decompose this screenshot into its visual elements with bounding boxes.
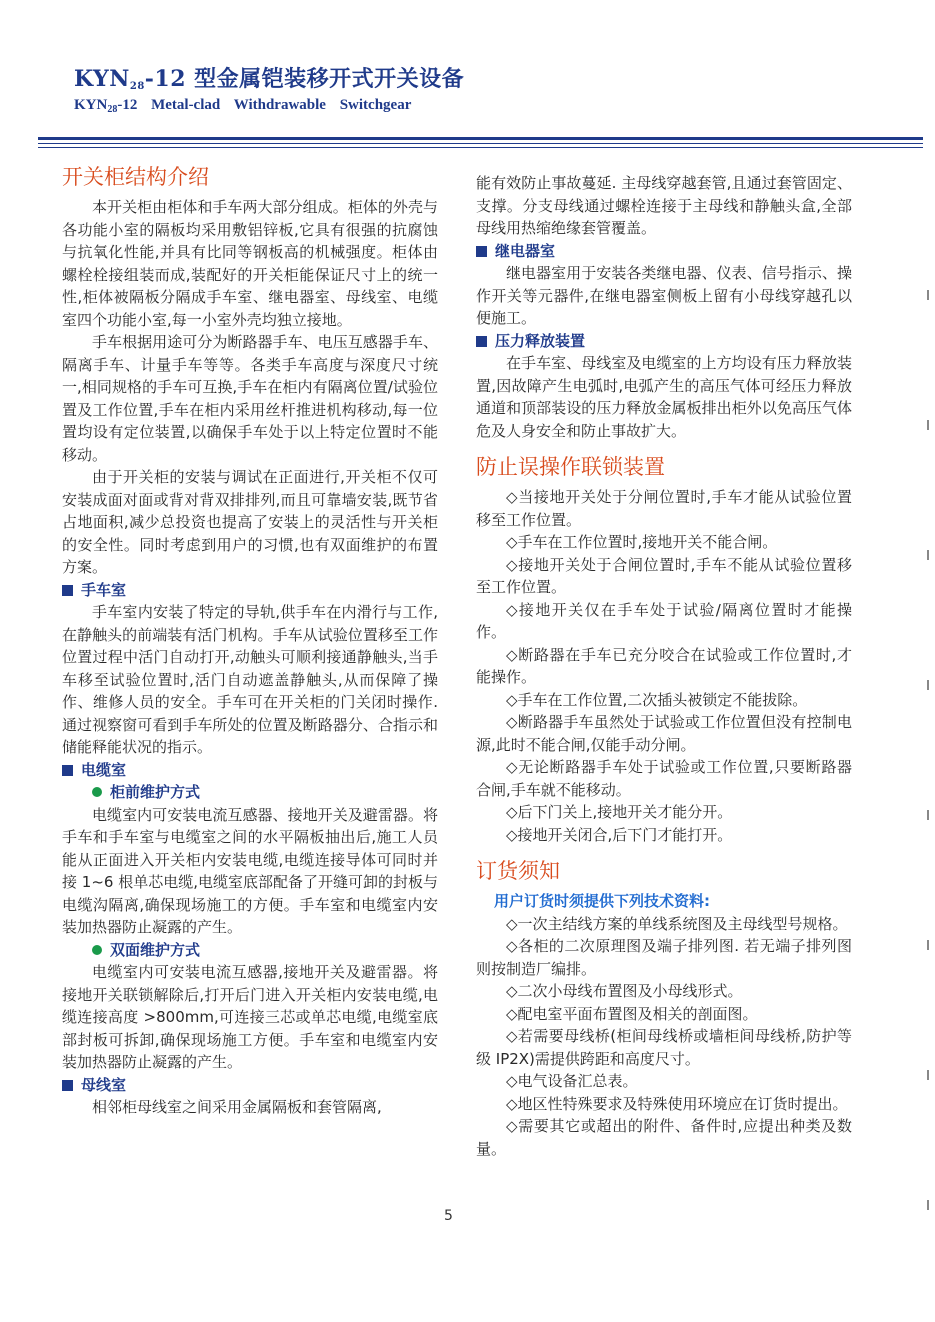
title-english: $KYN_{28}-12$ Metal-clad Withdrawable Switchgear [74, 97, 412, 115]
square-bullet-icon [476, 336, 487, 347]
interlock-item: ◇接地开关闭合,后下门才能打开。 [506, 825, 733, 844]
interlock-item: ◇接地开关处于合闸位置时,手车不能从试验位置移至工作位置。 [476, 555, 852, 596]
section-title-structure: 开关柜结构介绍 [62, 165, 209, 189]
interlock-item: ◇无论断路器手车处于试验或工作位置,只要断路器合闸,手车就不能移动。 [476, 758, 852, 799]
subhead-relay-room: 继电器室 [476, 240, 852, 263]
paragraph: 由于开关柜的安装与调试在正面进行,开关柜不仅可安装成面对面或背对背双排排列,而且可靠墙安装,既节省占地面积,减少总投资也提高了安装上的灵活性与开关柜的安全性。同时考虑到用户的习惯,也有双面维护的布置方案。 [62, 468, 438, 576]
header-rule-thick [38, 137, 923, 140]
order-item: ◇配电室平面布置图及相关的剖面图。 [506, 1004, 758, 1023]
right-column [476, 172, 852, 1160]
order-item: ◇各柜的二次原理图及端子排列图. 若无端子排列图则按制造厂编排。 [476, 937, 852, 978]
ordering-intro: 用户订货时须提供下列技术资料: [494, 892, 711, 910]
paragraph: 手车根据用途可分为断路器手车、电压互感器手车、隔离手车、计量手车等等。各类手车高度与深度尺寸统一,相同规格的手车可互换,手车在柜内有隔离位置/试验位置及工作位置,手车在柜内采用丝杆推进机构移动,每一位置均设有定位装置,以确保手车处于以上特定位置时不能移动。 [62, 333, 438, 464]
paragraph: 相邻柜母线室之间采用金属隔板和套管隔离, [92, 1098, 382, 1116]
paragraph: 能有效防止事故蔓延. 主母线穿越套管,且通过套管固定、支撑。分支母线通过螺栓连接于主母线和静触头盒,全部母线用热缩绝缘套管覆盖。 [476, 174, 852, 237]
page-header [74, 62, 464, 115]
square-bullet-icon [62, 765, 73, 776]
interlock-item: ◇断路器手车虽然处于试验或工作位置但没有控制电源,此时不能合闸,仅能手动分闸。 [476, 713, 852, 754]
subhead-front-maintenance: 柜前维护方式 [62, 781, 438, 804]
order-item: ◇一次主结线方案的单线系统图及主母线型号规格。 [506, 914, 848, 933]
paragraph: 在手车室、母线室及电缆室的上方均设有压力释放装置,因故障产生电弧时,电弧产生的高压气体可经压力释放通道和顶部装设的压力释放金属板排出柜外以免高压气体危及人身安全和防止事故扩大。 [476, 354, 852, 440]
header-rule-thin-2 [38, 147, 923, 148]
order-item: ◇地区性特殊要求及特殊使用环境应在订货时提出。 [506, 1094, 848, 1113]
binding-marks [923, 100, 929, 1280]
subhead-busbar-room: 母线室 [62, 1074, 438, 1097]
subhead-double-maintenance: 双面维护方式 [62, 939, 438, 962]
order-item: ◇二次小母线布置图及小母线形式。 [506, 982, 743, 1000]
circle-bullet-icon [92, 787, 102, 797]
interlock-item: ◇断路器在手车已充分咬合在试验或工作位置时,才能操作。 [476, 645, 852, 686]
section-title-ordering: 订货须知 [476, 859, 560, 883]
header-rule-thin [38, 143, 923, 144]
paragraph: 电缆室内可安装电流互感器,接地开关及避雷器。将接地开关联锁解除后,打开后门进入开关柜内安装电缆,电缆连接高度 >800mm,可连接三芯或单芯电缆,电缆室底部封板可拆卸,确保现场施工方便。手车室和电缆室内安装加热器防止凝露的产生。 [62, 963, 438, 1071]
square-bullet-icon [62, 1080, 73, 1091]
square-bullet-icon [476, 246, 487, 257]
circle-bullet-icon [92, 945, 102, 955]
title-chinese: $KYN_{28}-12$ 型金属铠装移开式开关设备 [74, 66, 465, 92]
interlock-item: ◇接地开关仅在手车处于试验/隔离位置时才能操作。 [476, 600, 852, 641]
order-item: ◇需要其它或超出的附件、备件时,应提出种类及数量。 [476, 1117, 852, 1158]
paragraph: 电缆室内可安装电流互感器、接地开关及避雷器。将手车和手车室与电缆室之间的水平隔板抽出后,施工人员能从正面进入开关柜内安装电缆,电缆连接导体可同时并接 1~6 根单芯电缆,电缆室底部配备了开缝可卸的封板与电缆沟隔离,确保现场施工的方便。手车室和电缆室内安装加热器防止凝露的产生。 [62, 805, 438, 936]
interlock-item: ◇后下门关上,接地开关才能分开。 [506, 803, 733, 821]
order-item: ◇电气设备汇总表。 [506, 1072, 638, 1090]
paragraph: 手车室内安装了特定的导轨,供手车在内滑行与工作,在静触头的前端装有活门机构。手车从试验位置移至工作位置过程中活门自动打开,动触头可顺利接通静触头,当手车移至试验位置时,活门自动遮盖静触头,从而保障了操作、维修人员的安全。手车可在开关柜的门关闭时操作. 通过视察窗可看到手车所处的位置及断路器分、合指示和储能释能状况的指示。 [62, 603, 438, 756]
interlock-item: ◇手车在工作位置时,接地开关不能合闸。 [506, 533, 778, 551]
interlock-item: ◇手车在工作位置,二次插头被锁定不能拔除。 [506, 690, 808, 709]
subhead-handcart-room: 手车室 [62, 579, 438, 602]
left-column [62, 162, 438, 1119]
paragraph: 继电器室用于安装各类继电器、仪表、信号指示、操作开关等元器件,在继电器室侧板上留有小母线穿越孔以便施工。 [476, 264, 852, 327]
subhead-cable-room: 电缆室 [62, 759, 438, 782]
order-item: ◇若需要母线桥(柜间母线桥或墙柜间母线桥,防护等级 IP2X)需提供跨距和高度尺寸。 [476, 1027, 852, 1068]
paragraph: 本开关柜由柜体和手车两大部分组成。柜体的外壳与各功能小室的隔板均采用敷铝锌板,它具有很强的抗腐蚀与抗氧化性能,并具有比同等钢板高的机械强度。柜体由螺栓栓接组装而成,装配好的开关柜能保证尺寸上的统一性,柜体被隔板分隔成手车室、继电器室、母线室、电缆室四个功能小室,每一小室外壳均独立接地。 [62, 198, 438, 329]
page-number: 5 [444, 1208, 453, 1224]
subhead-pressure-relief: 压力释放装置 [476, 330, 852, 353]
interlock-item: ◇当接地开关处于分闸位置时,手车才能从试验位置移至工作位置。 [476, 488, 852, 529]
square-bullet-icon [62, 585, 73, 596]
section-title-interlock: 防止误操作联锁装置 [476, 455, 665, 479]
